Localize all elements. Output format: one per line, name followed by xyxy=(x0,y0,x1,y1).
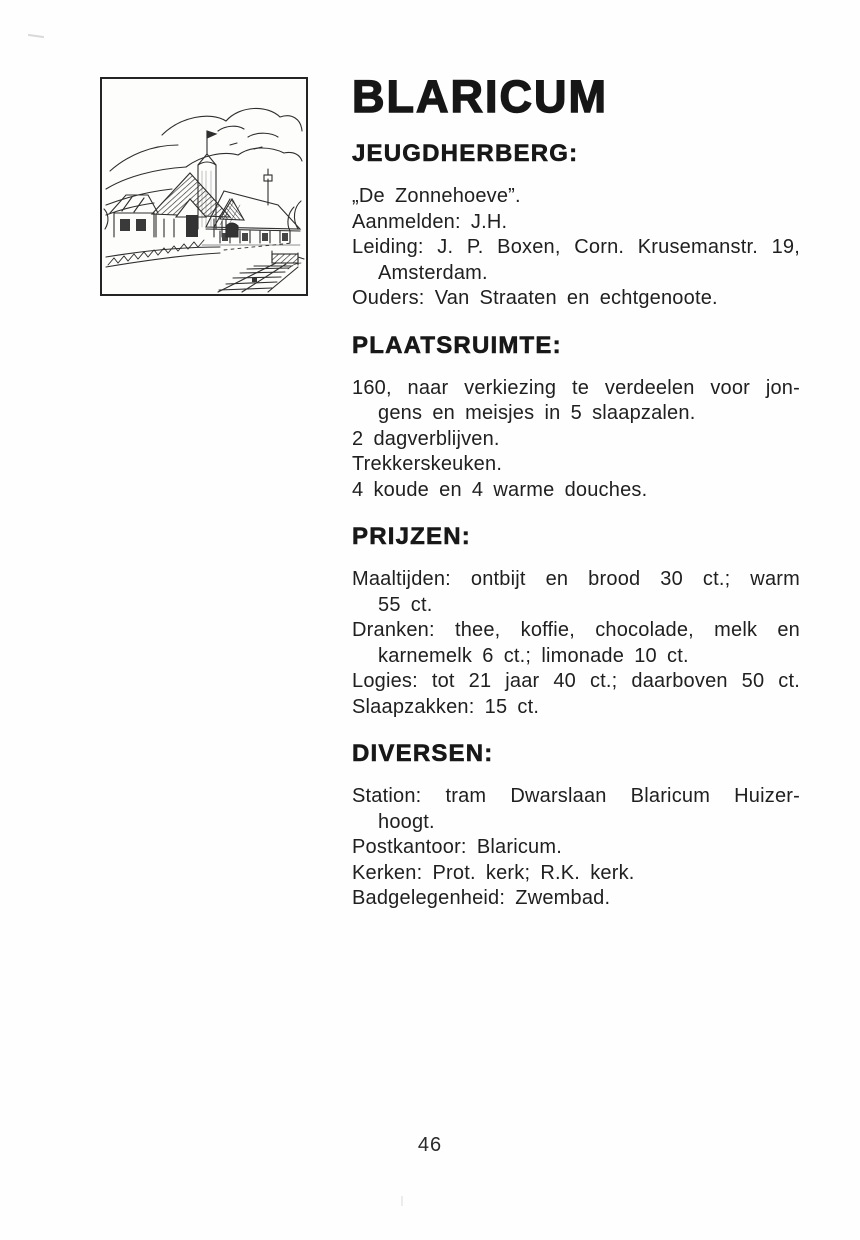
section-jeugdherberg xyxy=(352,141,800,312)
text-line: 55 ct. xyxy=(378,593,433,616)
text-line: „De Zonnehoeve”. xyxy=(352,185,521,207)
text-line: Ouders: Van Straaten en echtgenoote. xyxy=(352,287,718,309)
text-line: karnemelk 6 ct.; limonade 10 ct. xyxy=(378,644,689,667)
section-heading-diversen: DIVERSEN: xyxy=(352,740,494,767)
text-line: Logies: tot 21 jaar 40 ct.; daarboven 50 ct. xyxy=(352,670,800,692)
text-line: 4 koude en 4 warme douches. xyxy=(352,478,648,501)
scan-speck xyxy=(28,34,44,38)
section-heading-plaatsruimte: PLAATSRUIMTE: xyxy=(352,331,562,359)
page-number: 46 xyxy=(417,1134,443,1156)
text-line: 160, naar verkiezing te verdeelen voor jon- xyxy=(352,376,800,399)
text-line: Maaltijden: ontbijt en brood 30 ct.; warm xyxy=(352,568,800,590)
text-line: Dranken: thee, koffie, chocolade, melk en xyxy=(352,619,800,641)
section-prijzen xyxy=(352,524,800,720)
text-column xyxy=(352,71,800,912)
section-heading-jeugdherberg: JEUGDHERBERG: xyxy=(352,140,579,167)
page-title: BLARICUM xyxy=(352,71,608,122)
text-line: Postkantoor: Blaricum. xyxy=(352,836,562,858)
text-line: Leiding: J. P. Boxen, Corn. Krusemanstr. 19, xyxy=(352,236,800,258)
text-line: Slaapzakken: 15 ct. xyxy=(352,695,540,718)
hostel-illustration xyxy=(100,77,308,296)
text-line: hoogt. xyxy=(378,810,435,833)
text-line: Trekkerskeuken. xyxy=(352,453,503,475)
text-line: Station: tram Dwarslaan Blaricum Huizer- xyxy=(352,785,800,807)
hostel-illustration-sketch xyxy=(102,79,306,294)
scan-speck xyxy=(401,1196,403,1206)
text-line: Aanmelden: J.H. xyxy=(352,210,508,233)
text-line: Badgelegenheid: Zwembad. xyxy=(352,887,611,909)
section-diversen xyxy=(352,741,800,912)
section-heading-prijzen: PRIJZEN: xyxy=(352,523,471,550)
text-line: gens en meisjes in 5 slaapzalen. xyxy=(378,402,696,424)
text-line: 2 dagverblijven. xyxy=(352,427,500,450)
text-line: Kerken: Prot. kerk; R.K. kerk. xyxy=(352,861,635,884)
text-line: Amsterdam. xyxy=(378,261,488,284)
section-plaatsruimte xyxy=(352,333,800,504)
